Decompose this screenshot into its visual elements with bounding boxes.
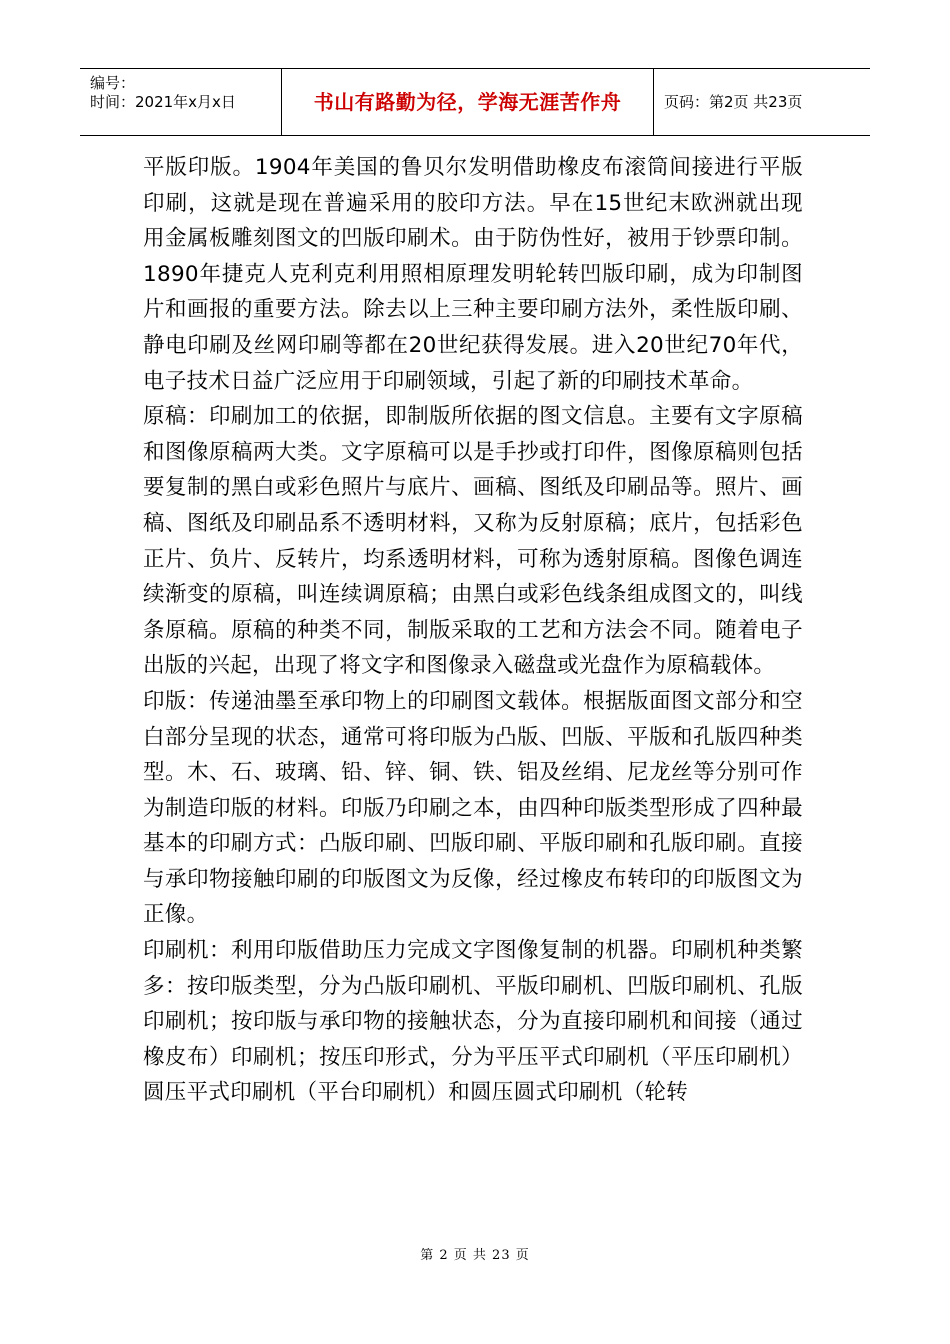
header-motto: 书山有路勤为径，学海无涯苦作舟 xyxy=(282,69,654,135)
header-page-info: 页码：第2页 共23页 xyxy=(664,93,803,111)
header-meta-cell xyxy=(80,69,282,135)
body-paragraph: 印刷机：利用印版借助压力完成文字图像复制的机器。印刷机种类繁多：按印版类型，分为凸版印刷机、平版印刷机、凹版印刷机、孔版印刷机；按印版与承印物的接触状态，分为直接印刷机和间接（通过橡皮布）印刷机；按压印形式，分为平压平式印刷机（平压印刷机）圆压平式印刷机（平台印刷机）和圆压圆式印刷机（轮转 xyxy=(143,938,803,1106)
page-header xyxy=(80,68,870,136)
body-paragraph: 平版印版。1904年美国的鲁贝尔发明借助橡皮布滚筒间接进行平版印刷，这就是现在普遍采用的胶印方法。早在15世纪末欧洲就出现用金属板雕刻图文的凹版印刷术。由于防伪性好，被用于钞票印制。1890年捷克人克利克利用照相原理发明轮转凹版印刷，成为印制图片和画报的重要方法。除去以上三种主要印刷方法外，柔性版印刷、静电印刷及丝网印刷等都在20世纪获得发展。进入20世纪70年代，电子技术日益广泛应用于印刷领域，引起了新的印刷技术革命。 xyxy=(143,155,803,394)
body-paragraph: 原稿：印刷加工的依据，即制版所依据的图文信息。主要有文字原稿和图像原稿两大类。文字原稿可以是手抄或打印件，图像原稿则包括要复制的黑白或彩色照片与底片、画稿、图纸及印刷品等。照片、画稿、图纸及印刷品系不透明材料，又称为反射原稿；底片，包括彩色正片、负片、反转片，均系透明材料，可称为透射原稿。图像色调连续渐变的原稿，叫连续调原稿；由黑白或彩色线条组成图文的，叫线条原稿。原稿的种类不同，制版采取的工艺和方法会不同。随着电子出版的兴起，出现了将文字和图像录入磁盘或光盘作为原稿载体。 xyxy=(143,404,803,679)
document-number-label: 编号： xyxy=(90,74,136,92)
document-time-label: 时间：2021年x月x日 xyxy=(90,93,236,111)
page-footer: 第 2 页 共 23 页 xyxy=(420,1248,530,1263)
body-paragraph: 印版：传递油墨至承印物上的印刷图文载体。根据版面图文部分和空白部分呈现的状态，通常可将印版为凸版、凹版、平版和孔版四种类型。木、石、玻璃、铅、锌、铜、铁、铝及丝绢、尼龙丝等分别可作为制造印版的材料。印版乃印刷之本，由四种印版类型形成了四种最基本的印刷方式：凸版印刷、凹版印刷、平版印刷和孔版印刷。直接与承印物接触印刷的印版图文为反像，经过橡皮布转印的印版图文为正像。 xyxy=(143,688,803,928)
document-body xyxy=(143,150,803,1111)
